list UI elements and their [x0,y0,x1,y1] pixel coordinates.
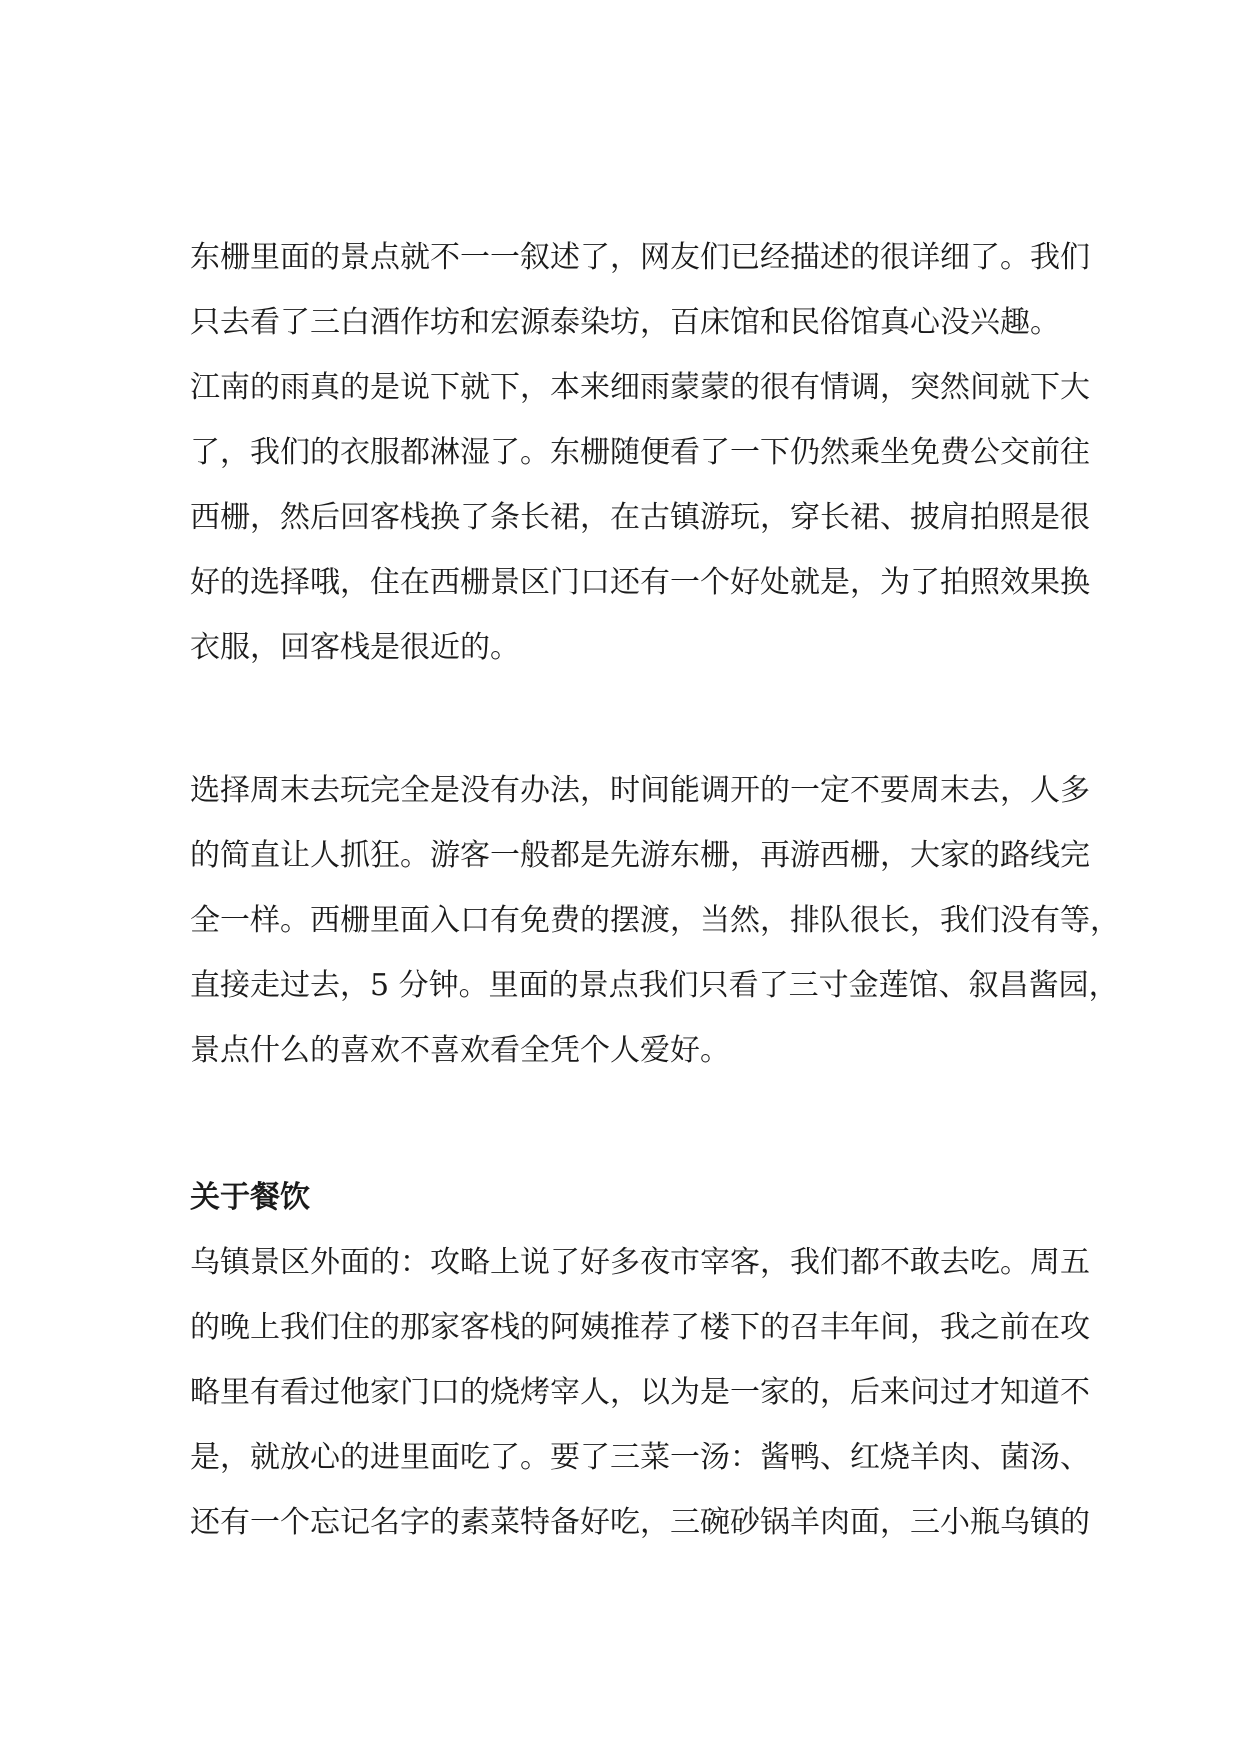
text-line: 景点什么的喜欢不喜欢看全凭个人爱好。 [190,1033,730,1068]
document-page [190,225,1120,1555]
text-line: 江南的雨真的是说下就下，本来细雨蒙蒙的很有情调，突然间就下大 [190,370,1090,405]
paragraph-dongzha [190,225,1090,680]
text-line: 选择周末去玩完全是没有办法，时间能调开的一定不要周末去，人多 [190,773,1090,808]
text-line: 略里有看过他家门口的烧烤宰人，以为是一家的，后来问过才知道不 [190,1375,1090,1410]
text-line: 乌镇景区外面的：攻略上说了好多夜市宰客，我们都不敢去吃。周五 [190,1245,1090,1280]
text-line: 还有一个忘记名字的素菜特备好吃，三碗砂锅羊肉面，三小瓶乌镇的 [190,1505,1090,1540]
text-line: 的简直让人抓狂。游客一般都是先游东栅，再游西栅，大家的路线完 [190,838,1090,873]
text-line: 是，就放心的进里面吃了。要了三菜一汤：酱鸭、红烧羊肉、菌汤、 [190,1440,1090,1475]
text-line: 了，我们的衣服都淋湿了。东栅随便看了一下仍然乘坐免费公交前往 [190,435,1090,470]
text-line: 的晚上我们住的那家客栈的阿姨推荐了楼下的召丰年间，我之前在攻 [190,1310,1090,1345]
text-line: 直接走过去，5 分钟。里面的景点我们只看了三寸金莲馆、叙昌酱园， [190,968,1119,1003]
section-heading-dining: 关于餐饮 [190,1180,310,1215]
paragraph-spacer [190,680,1060,758]
text-line: 好的选择哦，住在西栅景区门口还有一个好处就是，为了拍照效果换 [190,565,1090,600]
text-line: 只去看了三白酒作坊和宏源泰染坊，百床馆和民俗馆真心没兴趣。 [190,305,1060,340]
text-line: 全一样。西栅里面入口有免费的摆渡，当然，排队很长，我们没有等， [190,903,1120,938]
text-line: 西栅，然后回客栈换了条长裙，在古镇游玩，穿长裙、披肩拍照是很 [190,500,1090,535]
paragraph-weekend [190,758,1120,1083]
paragraph-dining [190,1230,1090,1555]
text-line: 东栅里面的景点就不一一叙述了，网友们已经描述的很详细了。我们 [190,240,1090,275]
paragraph-spacer [190,1083,1060,1165]
text-line: 衣服，回客栈是很近的。 [190,630,520,665]
